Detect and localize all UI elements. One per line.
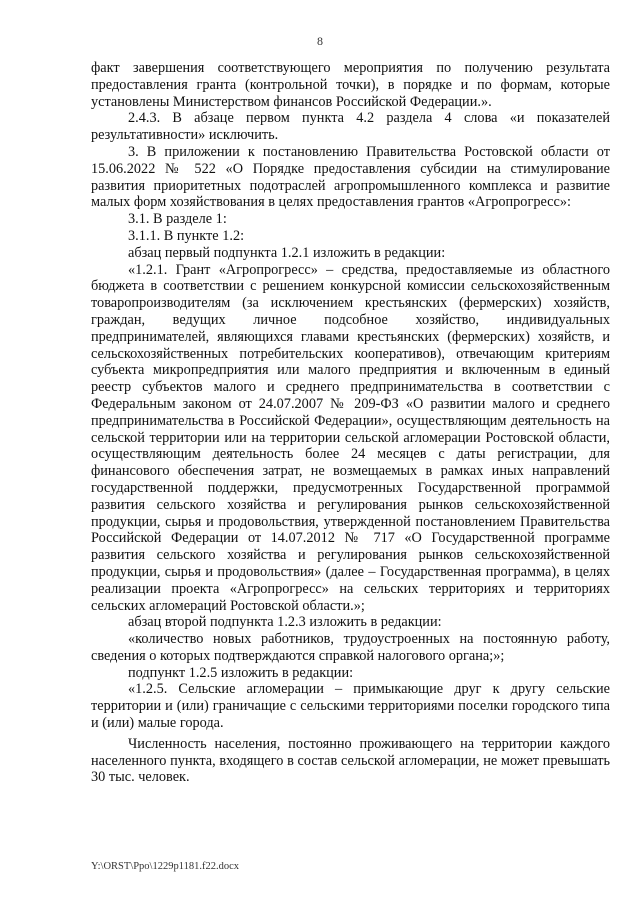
paragraph: 3.1.1. В пункте 1.2:	[128, 227, 245, 244]
paragraph: абзац первый подпункта 1.2.1 изложить в редакции:	[128, 244, 446, 261]
page-number: 8	[317, 34, 323, 48]
paragraph: факт завершения соответствующего мероприятия по получению результата предоставления гранта (контрольной точки), в порядке и по формам, которые установлены Министерством финансов Российской Федерации.».	[91, 60, 610, 110]
paragraph: подпункт 1.2.5 изложить в редакции:	[128, 664, 354, 681]
paragraph: «количество новых работников, трудоустроенных на постоянную работу, сведения о которых подтверждаются справкой налогового органа;»;	[91, 631, 610, 664]
paragraph: абзац второй подпункта 1.2.3 изложить в редакции:	[128, 614, 442, 631]
paragraph: 3. В приложении к постановлению Правительства Ростовской области от 15.06.2022 № 522 «О Порядке предоставления субсидии на стимулирование развития приоритетных подотраслей агропромышленного комплекса и развитие малых форм хозяйствования в целях предоставления грантов «Агропрогресс»:	[91, 143, 610, 211]
paragraph: «1.2.5. Сельские агломерации – примыкающие друг к другу сельские территории и (или) граничащие с сельскими территориями поселки городского типа и (или) малые города.	[91, 681, 610, 732]
document-body	[91, 60, 610, 786]
footer-file-path: Y:\ORST\Ppo\1229p1181.f22.docx	[91, 861, 239, 872]
paragraph: 2.4.3. В абзаце первом пункта 4.2 раздела 4 слова «и показателей результативности» исключить.	[91, 110, 610, 144]
paragraph: «1.2.1. Грант «Агропрогресс» – средства, предоставляемые из областного бюджета в соответствии с решением конкурсной комиссии сельскохозяйственным товаропроизводителям (за исключением крестьянских (фермерских) хозяйств, граждан, ведущих личное подсобное хозяйство, индивидуальных предпринимателей, являющихся главами крестьянских (фермерских) хозяйств, и сельскохозяйственных потребительских кооперативов), отвечающим критериям субъекта микропредприятия или малого предприятия и включенным в единый реестр субъектов малого и среднего предпринимательства в соответствии с Федеральным законом от 24.07.2007 № 209-ФЗ «О развитии малого и среднего предпринимательства в Российской Федерации», осуществляющим деятельность на сельской территории или на территории сельской агломерации Ростовской области, осуществляющим деятельность более 24 месяцев с даты регистрации, для финансового обеспечения затрат, не возмещаемых в рамках иных направлений государственной поддержки, предусмотренных Государственной программой развития сельского хозяйства и регулирования рынков сельскохозяйственной продукции, сырья и продовольствия, утвержденной постановлением Правительства Российской Федерации от 14.07.2012 № 717 «О Государственной программе развития сельского хозяйства и регулирования рынков сельскохозяйственной продукции, сырья и продовольствия» (далее – Государственная программа), в целях реализации проекта «Агропрогресс» на сельских территориях и территориях сельских агломераций Ростовской области.»;	[91, 261, 610, 614]
paragraph: Численность населения, постоянно проживающего на территории каждого населенного пункта, входящего в состав сельской агломерации, не может превышать 30 тыс. человек.	[91, 735, 610, 786]
paragraph: 3.1. В разделе 1:	[128, 211, 227, 228]
